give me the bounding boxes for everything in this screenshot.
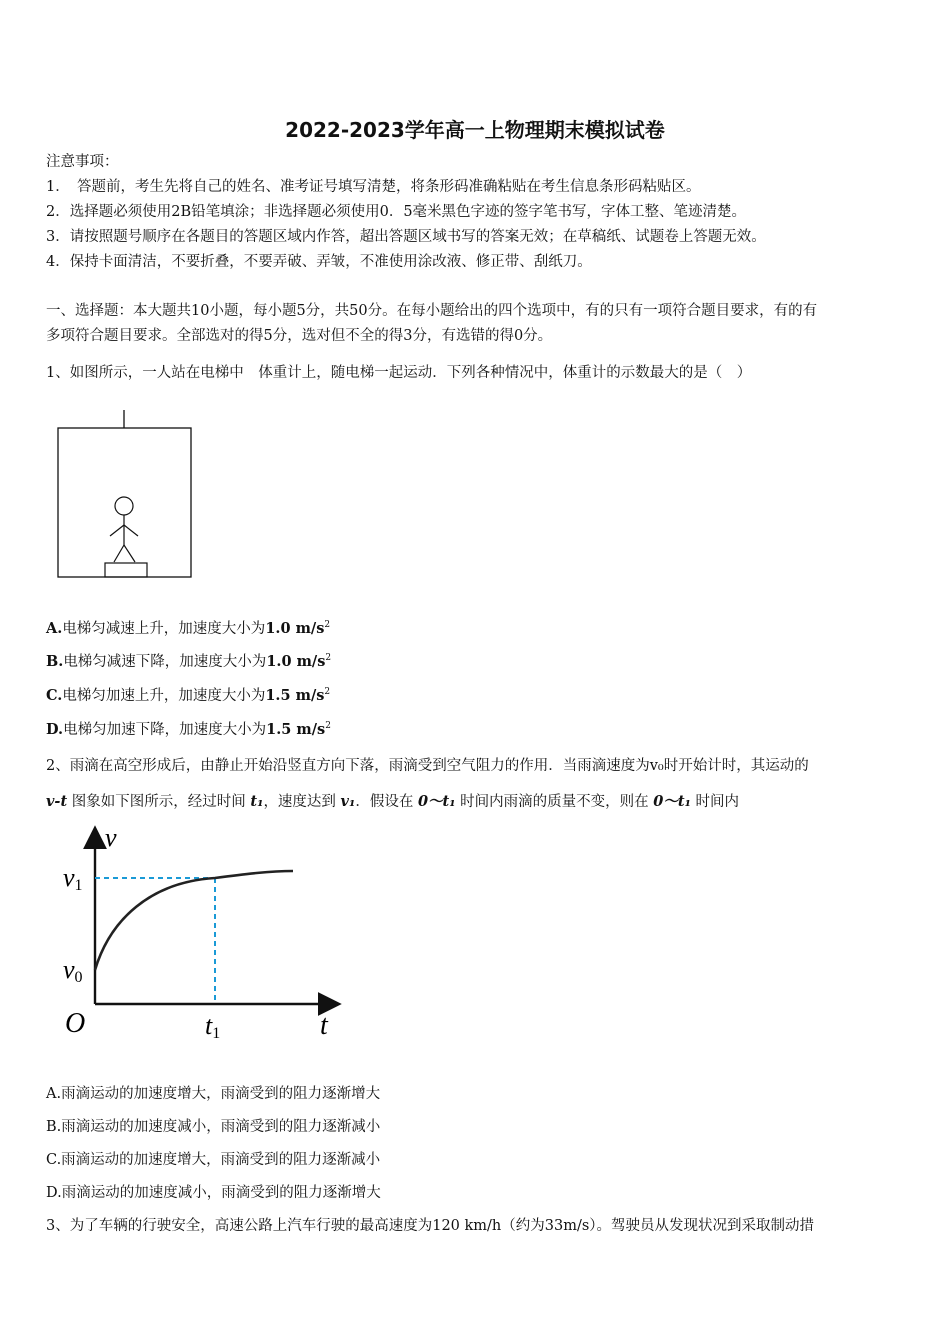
v-axis-label: v — [105, 823, 117, 852]
q1-option-a — [46, 619, 330, 639]
q1-option-b-exp: 2 — [325, 653, 332, 664]
q1-option-b-value: 1.0 m/s — [266, 653, 326, 670]
t-axis-label: t — [320, 1010, 328, 1041]
v0-label: v0 — [63, 955, 83, 986]
q1-option-c — [46, 686, 330, 706]
q2-option-c: C.雨滴运动的加速度增大，雨滴受到的阻力逐渐减小 — [46, 1152, 381, 1168]
notice-item-3: 3．请按照题号顺序在各题目的答题区域内作答，超出答题区域书写的答案无效；在草稿纸、试题卷上答题无效。 — [46, 229, 766, 245]
q1-option-d-exp: 2 — [325, 721, 331, 732]
question-1-stem: 1、如图所示，一人站在电梯中 体重计上，随电梯一起运动．下列各种情况中，体重计的示数最大的是（ ） — [46, 365, 752, 381]
q1-option-a-label: A. — [46, 620, 63, 637]
q2-interval-1: 0～t₁ — [417, 793, 456, 810]
page-title: 2022-2023学年高一上物理期末模拟试卷 — [285, 118, 665, 142]
q1-option-d-label: D. — [46, 721, 64, 738]
q1-option-d — [46, 720, 331, 740]
q2-text-h: 时间内雨滴的质量不变，则在 — [455, 794, 654, 810]
q1-option-c-value: 1.5 m/s — [265, 687, 325, 704]
q1-option-a-value: 1.0 m/s — [265, 620, 325, 637]
q1-option-c-exp: 2 — [324, 687, 331, 698]
notice-heading: 注意事项： — [46, 154, 119, 170]
q2-t1: t₁ — [250, 793, 264, 810]
q2-interval-2: 0～t₁ — [653, 793, 691, 810]
q1-option-d-value: 1.5 m/s — [266, 721, 326, 738]
question-2-line-2 — [46, 792, 739, 812]
q1-option-b — [46, 652, 331, 672]
q1-option-b-text: 电梯匀减速下降，加速度大小为 — [63, 654, 267, 670]
q1-option-d-text: 电梯匀加速下降，加速度大小为 — [63, 722, 267, 738]
q1-option-c-text: 电梯匀加速上升，加速度大小为 — [62, 688, 266, 704]
section-intro-line-2: 多项符合题目要求。全部选对的得5分，选对但不全的得3分，有选错的得0分。 — [46, 328, 553, 344]
q2-v1: v₁ — [340, 793, 356, 810]
velocity-curve — [95, 871, 293, 970]
q2-text-f: ．假设在 — [355, 794, 418, 810]
q1-option-b-label: B. — [46, 653, 64, 670]
q1-option-a-exp: 2 — [324, 620, 331, 631]
elevator-figure — [50, 405, 200, 585]
q1-option-a-text: 电梯匀减速上升，加速度大小为 — [62, 621, 266, 637]
q1-option-c-label: C. — [46, 687, 63, 704]
notice-item-2: 2．选择题必须使用2B铅笔填涂；非选择题必须使用0．5毫米黑色字迹的签字笔书写，字体工整、笔迹清楚。 — [46, 204, 747, 220]
q2-option-a: A.雨滴运动的加速度增大，雨滴受到的阻力逐渐增大 — [46, 1086, 381, 1102]
vt-graph — [55, 820, 355, 1050]
notice-item-4: 4．保持卡面清洁，不要折叠，不要弄破、弄皱，不准使用涂改液、修正带、刮纸刀。 — [46, 254, 592, 270]
origin-label: O — [65, 1008, 86, 1039]
q2-text-d: ，速度达到 — [263, 794, 341, 810]
v1-label: v1 — [63, 863, 83, 894]
q2-text-j: 时间内 — [690, 794, 740, 810]
question-2-line-1: 2、雨滴在高空形成后，由静止开始沿竖直方向下落，雨滴受到空气阻力的作用．当雨滴速度为v₀时开始计时，其运动的 — [46, 758, 809, 774]
q2-vt: v-t — [46, 793, 68, 810]
section-intro-line-1: 一、选择题：本大题共10小题，每小题5分，共50分。在每小题给出的四个选项中，有的只有一项符合题目要求，有的有 — [46, 303, 818, 319]
q2-option-b: B.雨滴运动的加速度减小，雨滴受到的阻力逐渐减小 — [46, 1119, 381, 1135]
q2-text-b: 图象如下图所示，经过时间 — [67, 794, 251, 810]
t1-label: t1 — [205, 1011, 221, 1042]
q2-option-d: D.雨滴运动的加速度减小，雨滴受到的阻力逐渐增大 — [46, 1185, 381, 1201]
notice-item-1: 1． 答题前，考生先将自己的姓名、准考证号填写清楚，将条形码准确粘贴在考生信息条形码粘贴区。 — [46, 179, 701, 195]
question-3-stem: 3、为了车辆的行驶安全，高速公路上汽车行驶的最高速度为120 km/h（约为33m/s）。驾驶员从发现状况到采取制动措 — [46, 1218, 815, 1234]
